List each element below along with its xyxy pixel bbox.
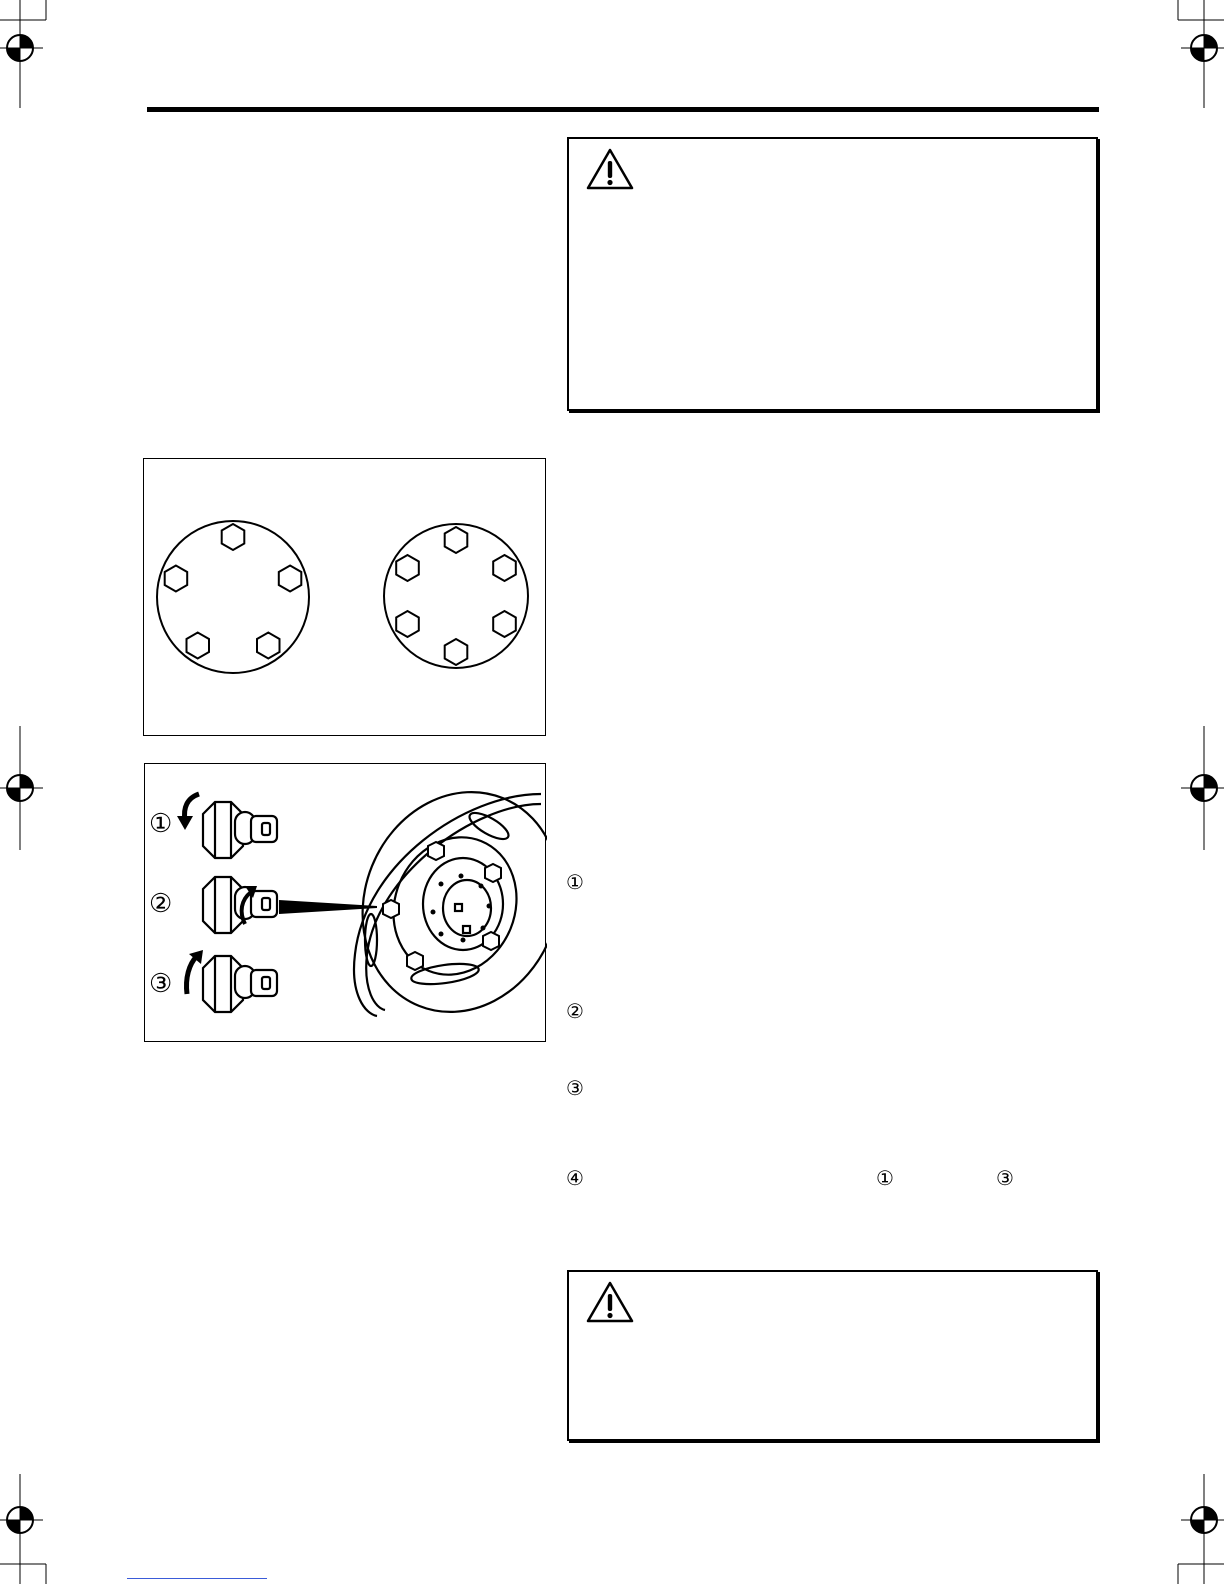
step-marker-4: ④ [566,1168,584,1190]
lug-nut [187,633,210,659]
step-label-3: ③ [149,968,173,998]
lug-nut [279,566,302,592]
registration-mark-icon [1181,1497,1224,1543]
step-label-2: ② [149,888,173,918]
warning-triangle-icon [585,1280,635,1324]
registration-mark-icon [0,765,43,811]
lug-pattern-drawing [144,459,547,737]
header-rule [147,107,1099,112]
lug-nut [396,611,419,637]
footer-link-underline[interactable] [127,1578,267,1579]
step-reference-3: ③ [996,1168,1014,1190]
step-marker-2: ② [566,1001,584,1023]
warning-box-bottom [567,1270,1098,1441]
step-marker-3: ③ [566,1078,584,1100]
lug-nut [257,633,280,659]
lug-pattern-figure [143,458,546,736]
lug-nut [493,555,516,581]
lug-nut [222,524,245,550]
registration-mark-icon [1181,765,1224,811]
tightening-steps-figure [144,763,546,1042]
warning-box-top [567,137,1098,411]
step-reference-1: ① [876,1168,894,1190]
lug-nut [445,527,468,553]
step-label-1: ① [149,808,173,838]
registration-mark-icon [0,25,43,71]
registration-mark-icon [0,1497,43,1543]
nut-step-2 [203,877,277,933]
wheel-hub-drawing [330,764,547,1042]
registration-mark-icon [1181,25,1224,71]
lug-nut [396,555,419,581]
lug-nut [165,566,188,592]
nut-step-3 [203,956,277,1012]
tightening-drawing [145,764,547,1043]
nut-step-1 [203,802,277,858]
arrow-tighten-icon [186,956,197,994]
step-marker-1: ① [566,872,584,894]
warning-triangle-icon [585,147,635,191]
lug-nut [493,611,516,637]
lug-nut [445,639,468,665]
